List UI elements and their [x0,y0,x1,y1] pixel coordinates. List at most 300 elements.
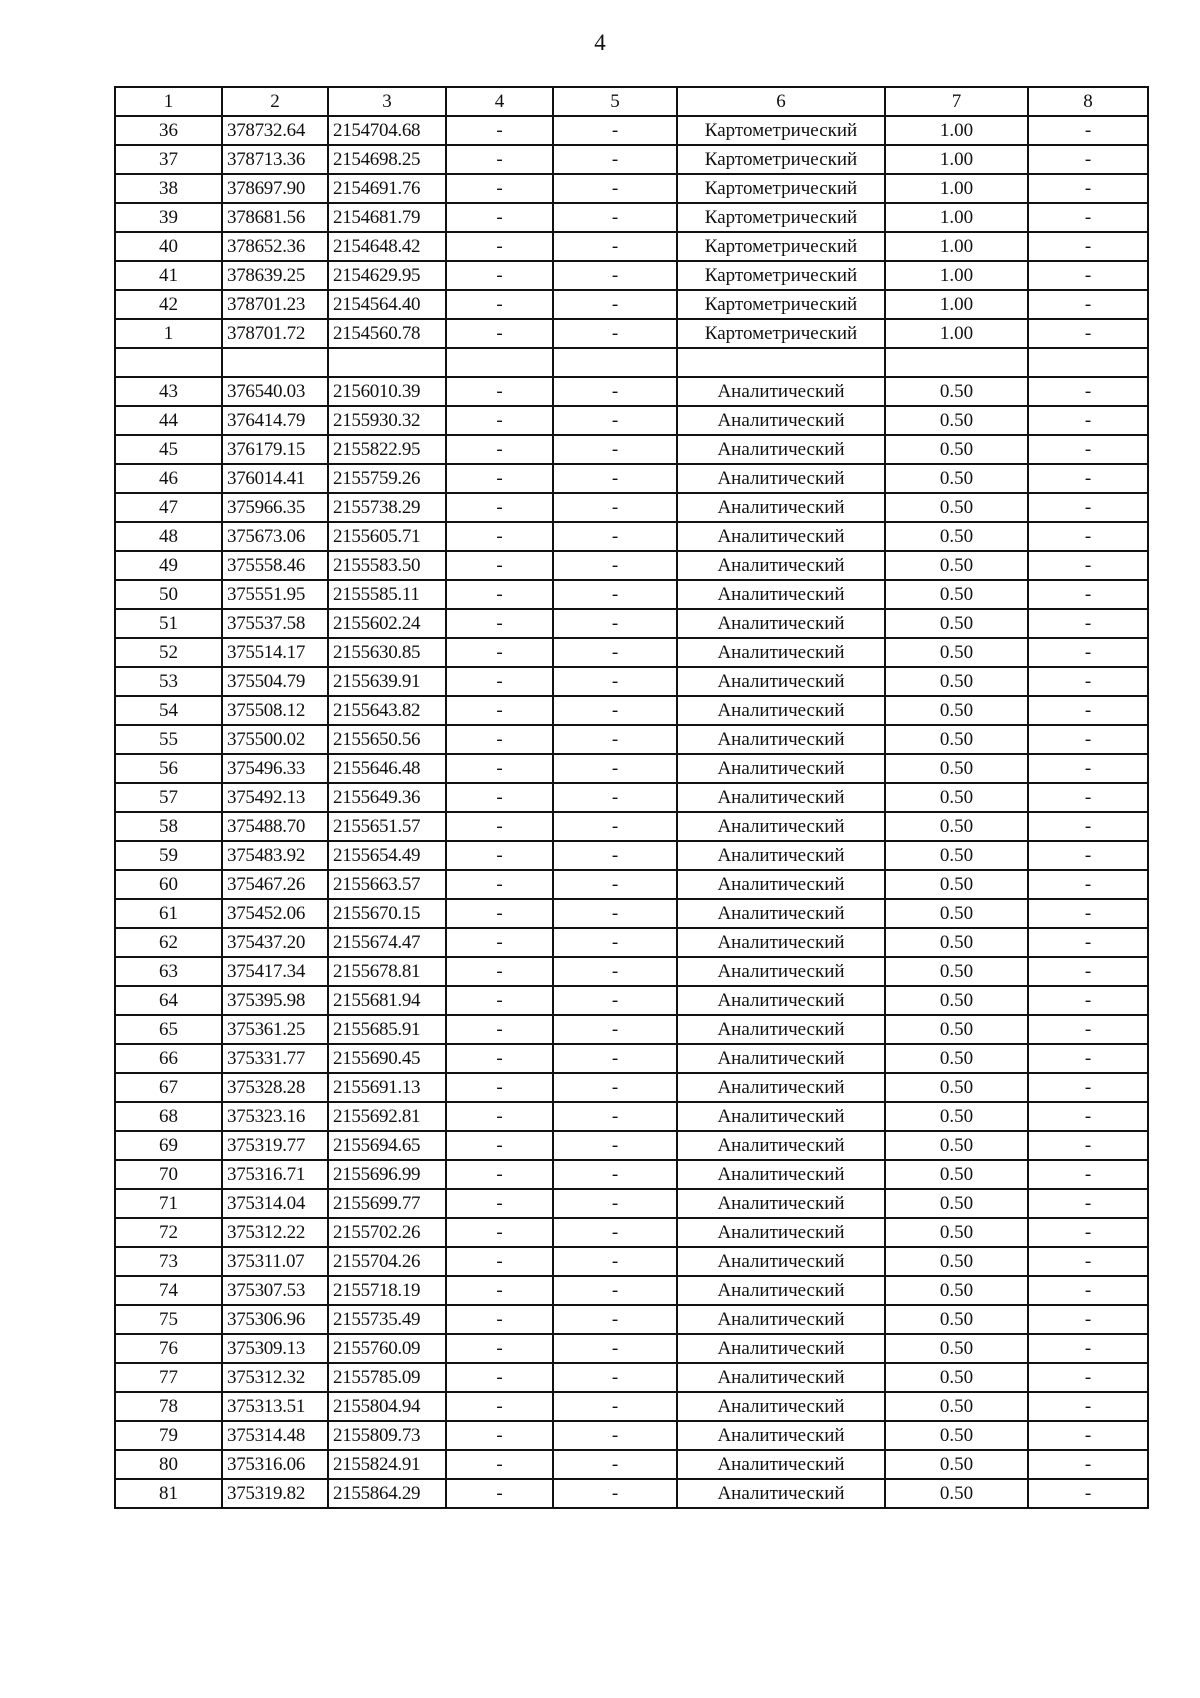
cell-col-5: - [553,1450,677,1479]
cell-col-5: - [553,870,677,899]
cell-col-8: - [1028,377,1148,406]
cell-method: Аналитический [677,986,885,1015]
cell-y-coordinate: 2155809.73 [328,1421,446,1450]
cell-col-8: - [1028,1044,1148,1073]
cell-y-coordinate: 2155685.91 [328,1015,446,1044]
cell-x-coordinate: 378713.36 [222,145,328,174]
cell-accuracy: 0.50 [885,1276,1028,1305]
cell-col-5: - [553,377,677,406]
cell-accuracy: 0.50 [885,1247,1028,1276]
cell-col-5: - [553,812,677,841]
cell-method: Аналитический [677,609,885,638]
cell-x-coordinate: 375492.13 [222,783,328,812]
cell-method: Аналитический [677,1247,885,1276]
cell-col-4: - [446,377,553,406]
cell-point-number: 38 [115,174,222,203]
cell-col-4: - [446,1334,553,1363]
cell-accuracy: 0.50 [885,1392,1028,1421]
table-row [115,1218,1148,1247]
cell-col-5: - [553,116,677,145]
cell-col-5: - [553,783,677,812]
cell-point-number: 77 [115,1363,222,1392]
cell-col-4: - [446,1102,553,1131]
cell-x-coordinate: 375328.28 [222,1073,328,1102]
cell-col-4: - [446,493,553,522]
cell-method: Аналитический [677,638,885,667]
cell-method: Аналитический [677,667,885,696]
cell-col-8: - [1028,319,1148,348]
cell-col-8: - [1028,609,1148,638]
cell-point-number: 37 [115,145,222,174]
cell-accuracy: 0.50 [885,1102,1028,1131]
cell-col-4: - [446,812,553,841]
cell-point-number: 44 [115,406,222,435]
cell-col-4: - [446,1044,553,1073]
cell-point-number: 41 [115,261,222,290]
cell-x-coordinate: 375966.35 [222,493,328,522]
cell-method: Картометрический [677,290,885,319]
cell-accuracy: 0.50 [885,1131,1028,1160]
cell-method: Картометрический [677,145,885,174]
cell-col-5: - [553,899,677,928]
cell-method: Аналитический [677,1392,885,1421]
cell-y-coordinate: 2155824.91 [328,1450,446,1479]
cell-y-coordinate: 2155602.24 [328,609,446,638]
cell-x-coordinate: 375537.58 [222,609,328,638]
cell-col-8: - [1028,1334,1148,1363]
cell-x-coordinate: 375452.06 [222,899,328,928]
cell-y-coordinate: 2155864.29 [328,1479,446,1508]
cell-col-5: - [553,841,677,870]
cell-x-coordinate: 376179.15 [222,435,328,464]
cell-col-4: - [446,1305,553,1334]
cell-y-coordinate: 2155674.47 [328,928,446,957]
cell-point-number: 66 [115,1044,222,1073]
cell-col-4 [446,348,553,377]
cell-col-8: - [1028,1450,1148,1479]
cell-method [677,348,885,377]
cell-point-number: 52 [115,638,222,667]
cell-col-8: - [1028,986,1148,1015]
cell-col-5: - [553,1131,677,1160]
cell-col-4: - [446,783,553,812]
cell-method: Аналитический [677,841,885,870]
cell-col-4: - [446,1131,553,1160]
cell-point-number: 42 [115,290,222,319]
cell-y-coordinate: 2155630.85 [328,638,446,667]
cell-accuracy: 0.50 [885,580,1028,609]
cell-accuracy: 1.00 [885,261,1028,290]
cell-y-coordinate: 2155654.49 [328,841,446,870]
cell-col-5: - [553,1160,677,1189]
table-row [115,319,1148,348]
cell-point-number: 50 [115,580,222,609]
cell-accuracy: 0.50 [885,435,1028,464]
cell-col-4: - [446,1247,553,1276]
cell-y-coordinate: 2154691.76 [328,174,446,203]
table-row [115,377,1148,406]
cell-y-coordinate: 2155696.99 [328,1160,446,1189]
cell-accuracy: 0.50 [885,725,1028,754]
cell-point-number: 79 [115,1421,222,1450]
cell-x-coordinate: 375312.32 [222,1363,328,1392]
cell-point-number: 40 [115,232,222,261]
cell-col-8: - [1028,203,1148,232]
cell-y-coordinate: 2155649.36 [328,783,446,812]
cell-col-8: - [1028,435,1148,464]
cell-point-number: 57 [115,783,222,812]
cell-col-4: - [446,580,553,609]
cell-y-coordinate: 2155930.32 [328,406,446,435]
cell-x-coordinate: 375312.22 [222,1218,328,1247]
cell-col-5: - [553,1218,677,1247]
cell-x-coordinate: 375361.25 [222,1015,328,1044]
cell-col-8: - [1028,580,1148,609]
cell-point-number: 70 [115,1160,222,1189]
cell-col-4: - [446,957,553,986]
cell-col-8: - [1028,1479,1148,1508]
cell-col-4: - [446,406,553,435]
cell-col-4: - [446,1479,553,1508]
cell-col-4: - [446,319,553,348]
cell-y-coordinate: 2154560.78 [328,319,446,348]
cell-point-number: 53 [115,667,222,696]
cell-x-coordinate: 375558.46 [222,551,328,580]
cell-point-number: 74 [115,1276,222,1305]
cell-col-5: - [553,580,677,609]
table-row [115,493,1148,522]
table-row [115,1015,1148,1044]
cell-point-number: 59 [115,841,222,870]
cell-accuracy: 0.50 [885,609,1028,638]
cell-y-coordinate: 2154648.42 [328,232,446,261]
cell-col-4: - [446,145,553,174]
cell-accuracy: 0.50 [885,754,1028,783]
cell-method: Картометрический [677,203,885,232]
cell-col-5: - [553,1015,677,1044]
cell-method: Аналитический [677,812,885,841]
cell-method: Аналитический [677,1189,885,1218]
cell-point-number: 58 [115,812,222,841]
cell-point-number: 43 [115,377,222,406]
cell-col-5: - [553,174,677,203]
cell-col-8: - [1028,638,1148,667]
table-row [115,551,1148,580]
table-row [115,1044,1148,1073]
cell-point-number: 56 [115,754,222,783]
cell-method: Аналитический [677,1073,885,1102]
cell-accuracy: 0.50 [885,1334,1028,1363]
cell-x-coordinate: 376414.79 [222,406,328,435]
cell-col-8: - [1028,725,1148,754]
cell-method: Аналитический [677,754,885,783]
cell-accuracy: 0.50 [885,1015,1028,1044]
table-row [115,116,1148,145]
header-cell: 8 [1028,87,1148,116]
cell-col-5 [553,348,677,377]
cell-y-coordinate: 2155704.26 [328,1247,446,1276]
cell-accuracy: 0.50 [885,377,1028,406]
table-row [115,899,1148,928]
cell-col-8: - [1028,1363,1148,1392]
cell-accuracy: 0.50 [885,1479,1028,1508]
cell-y-coordinate: 2155585.11 [328,580,446,609]
cell-col-5: - [553,1363,677,1392]
cell-col-4: - [446,203,553,232]
cell-col-4: - [446,1160,553,1189]
cell-point-number: 64 [115,986,222,1015]
cell-col-8: - [1028,1160,1148,1189]
cell-point-number: 36 [115,116,222,145]
cell-col-4: - [446,551,553,580]
cell-col-8: - [1028,1102,1148,1131]
cell-col-4: - [446,609,553,638]
cell-x-coordinate [222,348,328,377]
cell-y-coordinate: 2155804.94 [328,1392,446,1421]
cell-accuracy: 0.50 [885,899,1028,928]
page-number: 4 [594,30,606,55]
cell-y-coordinate: 2155738.29 [328,493,446,522]
cell-col-4: - [446,1450,553,1479]
cell-x-coordinate: 378701.72 [222,319,328,348]
table-row [115,435,1148,464]
cell-x-coordinate: 375319.82 [222,1479,328,1508]
cell-col-5: - [553,203,677,232]
cell-x-coordinate: 375417.34 [222,957,328,986]
cell-col-4: - [446,870,553,899]
cell-y-coordinate: 2154704.68 [328,116,446,145]
cell-method: Картометрический [677,116,885,145]
cell-point-number: 45 [115,435,222,464]
table-row [115,1305,1148,1334]
cell-col-5: - [553,1479,677,1508]
cell-col-5: - [553,1276,677,1305]
cell-col-4: - [446,435,553,464]
cell-method: Картометрический [677,261,885,290]
table-row [115,725,1148,754]
cell-y-coordinate: 2155699.77 [328,1189,446,1218]
table-body [115,116,1148,1508]
cell-x-coordinate: 375323.16 [222,1102,328,1131]
table-row [115,1363,1148,1392]
table-row [115,1421,1148,1450]
cell-accuracy: 1.00 [885,232,1028,261]
table-row [115,580,1148,609]
cell-method: Аналитический [677,783,885,812]
cell-method: Аналитический [677,696,885,725]
cell-y-coordinate: 2155691.13 [328,1073,446,1102]
cell-col-4: - [446,667,553,696]
cell-method: Аналитический [677,1102,885,1131]
cell-col-5: - [553,696,677,725]
cell-accuracy: 0.50 [885,1073,1028,1102]
cell-col-4: - [446,290,553,319]
cell-y-coordinate: 2155678.81 [328,957,446,986]
cell-x-coordinate: 375488.70 [222,812,328,841]
cell-x-coordinate: 375309.13 [222,1334,328,1363]
table-row [115,609,1148,638]
cell-point-number: 60 [115,870,222,899]
cell-y-coordinate: 2155692.81 [328,1102,446,1131]
cell-point-number: 81 [115,1479,222,1508]
cell-accuracy: 0.50 [885,928,1028,957]
cell-method: Аналитический [677,928,885,957]
cell-col-8: - [1028,1392,1148,1421]
cell-col-5: - [553,145,677,174]
table-row [115,1102,1148,1131]
cell-col-5: - [553,928,677,957]
cell-point-number: 62 [115,928,222,957]
cell-col-5: - [553,1421,677,1450]
cell-method: Аналитический [677,870,885,899]
cell-col-4: - [446,841,553,870]
cell-y-coordinate: 2155650.56 [328,725,446,754]
cell-accuracy: 1.00 [885,116,1028,145]
cell-col-5: - [553,319,677,348]
cell-x-coordinate: 378701.23 [222,290,328,319]
cell-accuracy: 0.50 [885,1218,1028,1247]
cell-col-4: - [446,464,553,493]
cell-col-5: - [553,1189,677,1218]
cell-x-coordinate: 375306.96 [222,1305,328,1334]
cell-y-coordinate: 2155681.94 [328,986,446,1015]
table-row [115,522,1148,551]
cell-y-coordinate: 2155690.45 [328,1044,446,1073]
cell-col-5: - [553,986,677,1015]
cell-col-4: - [446,696,553,725]
cell-method: Аналитический [677,1363,885,1392]
cell-point-number: 39 [115,203,222,232]
cell-col-8: - [1028,667,1148,696]
cell-col-8: - [1028,1131,1148,1160]
cell-y-coordinate [328,348,446,377]
table-row [115,1073,1148,1102]
header-cell: 1 [115,87,222,116]
cell-point-number: 80 [115,1450,222,1479]
cell-y-coordinate: 2155639.91 [328,667,446,696]
cell-y-coordinate: 2154698.25 [328,145,446,174]
cell-method: Аналитический [677,1479,885,1508]
cell-col-5: - [553,261,677,290]
cell-col-8: - [1028,870,1148,899]
cell-col-4: - [446,638,553,667]
cell-col-5: - [553,1247,677,1276]
header-cell: 2 [222,87,328,116]
cell-x-coordinate: 375467.26 [222,870,328,899]
cell-method: Аналитический [677,1276,885,1305]
cell-point-number: 47 [115,493,222,522]
cell-col-4: - [446,116,553,145]
cell-col-8: - [1028,174,1148,203]
cell-col-4: - [446,522,553,551]
cell-method: Аналитический [677,580,885,609]
cell-point-number: 71 [115,1189,222,1218]
table-row [115,870,1148,899]
cell-x-coordinate: 375500.02 [222,725,328,754]
cell-col-4: - [446,174,553,203]
cell-point-number: 1 [115,319,222,348]
cell-x-coordinate: 378697.90 [222,174,328,203]
cell-accuracy: 0.50 [885,696,1028,725]
cell-col-4: - [446,1421,553,1450]
header-cell: 5 [553,87,677,116]
cell-x-coordinate: 375551.95 [222,580,328,609]
table-row [115,638,1148,667]
cell-x-coordinate: 375496.33 [222,754,328,783]
cell-accuracy: 0.50 [885,1363,1028,1392]
cell-y-coordinate: 2155694.65 [328,1131,446,1160]
cell-col-5: - [553,290,677,319]
cell-col-5: - [553,957,677,986]
cell-method: Аналитический [677,464,885,493]
cell-col-8: - [1028,1218,1148,1247]
cell-accuracy: 1.00 [885,290,1028,319]
cell-point-number: 63 [115,957,222,986]
table-row [115,1392,1148,1421]
cell-y-coordinate: 2155646.48 [328,754,446,783]
cell-col-4: - [446,1015,553,1044]
cell-x-coordinate: 376014.41 [222,464,328,493]
table-row [115,1479,1148,1508]
table-row [115,261,1148,290]
cell-col-8: - [1028,145,1148,174]
cell-col-5: - [553,1334,677,1363]
cell-col-5: - [553,667,677,696]
cell-point-number: 67 [115,1073,222,1102]
cell-method: Аналитический [677,406,885,435]
cell-y-coordinate: 2155822.95 [328,435,446,464]
cell-col-8: - [1028,1073,1148,1102]
cell-col-8: - [1028,1015,1148,1044]
cell-accuracy: 0.50 [885,1160,1028,1189]
cell-x-coordinate: 375316.06 [222,1450,328,1479]
cell-y-coordinate: 2155605.71 [328,522,446,551]
cell-col-8: - [1028,1421,1148,1450]
cell-accuracy: 0.50 [885,464,1028,493]
cell-col-5: - [553,493,677,522]
cell-col-8: - [1028,464,1148,493]
cell-y-coordinate: 2155643.82 [328,696,446,725]
cell-col-8: - [1028,551,1148,580]
cell-col-8: - [1028,1247,1148,1276]
cell-accuracy: 0.50 [885,812,1028,841]
cell-x-coordinate: 375483.92 [222,841,328,870]
cell-accuracy [885,348,1028,377]
cell-col-8: - [1028,406,1148,435]
cell-y-coordinate: 2154681.79 [328,203,446,232]
cell-col-5: - [553,1305,677,1334]
cell-method: Аналитический [677,1131,885,1160]
cell-y-coordinate: 2155651.57 [328,812,446,841]
cell-col-5: - [553,406,677,435]
cell-col-8: - [1028,1276,1148,1305]
cell-col-8: - [1028,1189,1148,1218]
cell-method: Аналитический [677,377,885,406]
cell-x-coordinate: 375313.51 [222,1392,328,1421]
cell-point-number: 61 [115,899,222,928]
table-row [115,1160,1148,1189]
table-row [115,1131,1148,1160]
cell-method: Картометрический [677,174,885,203]
table-row [115,145,1148,174]
cell-point-number: 75 [115,1305,222,1334]
cell-x-coordinate: 375437.20 [222,928,328,957]
cell-method: Картометрический [677,319,885,348]
cell-accuracy: 0.50 [885,667,1028,696]
cell-col-4: - [446,725,553,754]
cell-col-4: - [446,1392,553,1421]
cell-col-5: - [553,1392,677,1421]
